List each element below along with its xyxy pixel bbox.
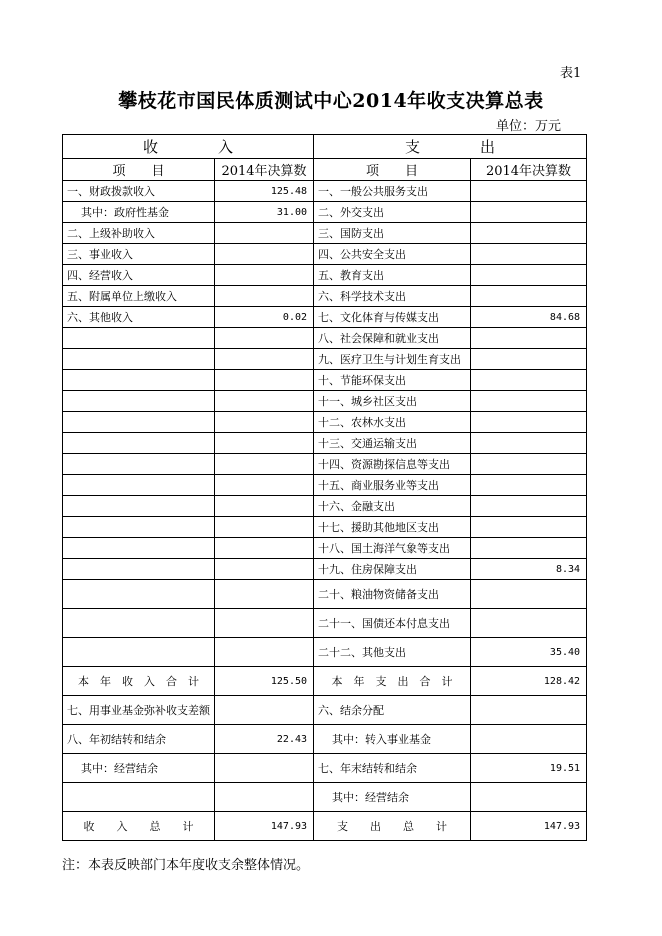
expense-amount-cell [471, 609, 587, 638]
expense-amount-cell [471, 783, 587, 812]
income-amount-cell [215, 609, 314, 638]
page-title: 攀枝花市国民体质测试中心2014年收支决算总表 [118, 90, 544, 112]
table-number: 表1 [560, 66, 582, 81]
income-amount-cell [215, 475, 314, 496]
income-item-cell: 三、事业收入 [63, 244, 215, 265]
income-item-cell: 四、经营收入 [63, 265, 215, 286]
table-row [63, 328, 587, 349]
income-header: 收 入 [63, 135, 314, 159]
footnote: 注：本表反映部门本年度收支余整体情况。 [62, 858, 310, 873]
expense-amount-cell [471, 223, 587, 244]
expense-amount-cell: 35.40 [471, 638, 587, 667]
table-row [63, 433, 587, 454]
income-item-cell: 其中：政府性基金 [63, 202, 215, 223]
expense-item-cell: 十四、资源勘探信息等支出 [314, 454, 471, 475]
expense-amount-cell: 147.93 [471, 812, 587, 841]
expense-item-cell: 三、国防支出 [314, 223, 471, 244]
expense-item-cell: 六、结余分配 [314, 696, 471, 725]
income-item-cell: 八、年初结转和结余 [63, 725, 215, 754]
expense-item-cell: 十一、城乡社区支出 [314, 391, 471, 412]
expense-item-cell: 支 出 总 计 [314, 812, 471, 841]
income-item-cell [63, 328, 215, 349]
expense-amount-cell: 19.51 [471, 754, 587, 783]
expense-item-cell: 六、科学技术支出 [314, 286, 471, 307]
expense-item-cell: 十五、商业服务业等支出 [314, 475, 471, 496]
expense-item-cell: 二十二、其他支出 [314, 638, 471, 667]
header-row [63, 135, 587, 159]
income-amount-cell [215, 244, 314, 265]
table-row [63, 391, 587, 412]
income-item-cell [63, 412, 215, 433]
expense-item-cell: 二、外交支出 [314, 202, 471, 223]
expense-amount-cell: 8.34 [471, 559, 587, 580]
expense-item-cell: 八、社会保障和就业支出 [314, 328, 471, 349]
income-amount-cell [215, 286, 314, 307]
table-row [63, 349, 587, 370]
expense-item-cell: 十、节能环保支出 [314, 370, 471, 391]
income-amount-cell: 125.48 [215, 181, 314, 202]
table-row [63, 580, 587, 609]
income-item-cell [63, 370, 215, 391]
income-item-cell [63, 559, 215, 580]
expense-item-cell: 九、医疗卫生与计划生育支出 [314, 349, 471, 370]
income-amount-cell [215, 412, 314, 433]
income-item-cell: 二、上级补助收入 [63, 223, 215, 244]
table-row [63, 667, 587, 696]
expense-amount-cell [471, 265, 587, 286]
income-item-cell: 五、附属单位上缴收入 [63, 286, 215, 307]
table-row [63, 725, 587, 754]
table-row [63, 265, 587, 286]
income-amount-cell [215, 454, 314, 475]
income-item-cell: 一、财政拨款收入 [63, 181, 215, 202]
expense-item-cell: 二十一、国债还本付息支出 [314, 609, 471, 638]
subheader-row [63, 159, 587, 181]
income-amount-header: 2014年决算数 [215, 159, 314, 181]
income-item-cell [63, 349, 215, 370]
expense-amount-cell [471, 696, 587, 725]
expense-amount-cell [471, 433, 587, 454]
table-row [63, 475, 587, 496]
table-row [63, 696, 587, 725]
table-row [63, 223, 587, 244]
expense-item-cell: 十八、国土海洋气象等支出 [314, 538, 471, 559]
income-item-cell [63, 538, 215, 559]
income-amount-cell [215, 517, 314, 538]
table-row [63, 812, 587, 841]
table-row [63, 454, 587, 475]
expense-amount-cell [471, 244, 587, 265]
income-amount-cell [215, 580, 314, 609]
income-amount-cell [215, 783, 314, 812]
expense-amount-cell [471, 202, 587, 223]
income-amount-cell [215, 265, 314, 286]
income-amount-cell: 22.43 [215, 725, 314, 754]
income-amount-cell [215, 696, 314, 725]
expense-item-cell: 其中：经营结余 [314, 783, 471, 812]
income-item-cell [63, 496, 215, 517]
income-item-cell: 六、其他收入 [63, 307, 215, 328]
expense-item-cell: 四、公共安全支出 [314, 244, 471, 265]
expense-amount-cell [471, 349, 587, 370]
table-row [63, 754, 587, 783]
table-row [63, 307, 587, 328]
expense-amount-cell [471, 286, 587, 307]
table-row [63, 559, 587, 580]
expense-amount-cell [471, 725, 587, 754]
income-amount-cell: 147.93 [215, 812, 314, 841]
table-row [63, 609, 587, 638]
expense-amount-cell [471, 328, 587, 349]
expense-item-cell: 十七、援助其他地区支出 [314, 517, 471, 538]
income-amount-cell [215, 538, 314, 559]
table-row [63, 370, 587, 391]
expense-item-cell: 其中：转入事业基金 [314, 725, 471, 754]
table-row [63, 538, 587, 559]
income-amount-cell [215, 370, 314, 391]
expense-item-cell: 十二、农林水支出 [314, 412, 471, 433]
income-item-cell: 其中：经营结余 [63, 754, 215, 783]
table-row [63, 412, 587, 433]
income-amount-cell [215, 391, 314, 412]
table-row [63, 783, 587, 812]
income-amount-cell: 125.50 [215, 667, 314, 696]
income-item-cell [63, 638, 215, 667]
table-row [63, 286, 587, 307]
expense-amount-cell [471, 370, 587, 391]
expense-item-cell: 十三、交通运输支出 [314, 433, 471, 454]
income-item-cell [63, 391, 215, 412]
expense-amount-cell: 84.68 [471, 307, 587, 328]
income-amount-cell [215, 433, 314, 454]
expense-amount-cell [471, 517, 587, 538]
expense-item-cell: 五、教育支出 [314, 265, 471, 286]
unit-label: 单位：万元 [496, 119, 562, 134]
income-amount-cell [215, 559, 314, 580]
income-item-cell [63, 517, 215, 538]
income-item-cell [63, 580, 215, 609]
income-amount-cell: 31.00 [215, 202, 314, 223]
income-amount-cell [215, 496, 314, 517]
income-item-cell [63, 609, 215, 638]
expense-header: 支 出 [314, 135, 587, 159]
expense-amount-cell [471, 496, 587, 517]
expense-item-cell: 七、文化体育与传媒支出 [314, 307, 471, 328]
table-row [63, 244, 587, 265]
expense-item-cell: 十九、住房保障支出 [314, 559, 471, 580]
expense-item-cell: 本 年 支 出 合 计 [314, 667, 471, 696]
table-row [63, 181, 587, 202]
expense-amount-cell: 128.42 [471, 667, 587, 696]
expense-amount-header: 2014年决算数 [471, 159, 587, 181]
income-item-cell: 本 年 收 入 合 计 [63, 667, 215, 696]
expense-amount-cell [471, 391, 587, 412]
expense-amount-cell [471, 538, 587, 559]
income-amount-cell [215, 754, 314, 783]
expense-amount-cell [471, 454, 587, 475]
income-item-cell [63, 475, 215, 496]
expense-amount-cell [471, 181, 587, 202]
income-amount-cell [215, 328, 314, 349]
table-row [63, 517, 587, 538]
table-row [63, 496, 587, 517]
table-row [63, 638, 587, 667]
expense-item-cell: 十六、金融支出 [314, 496, 471, 517]
expense-item-cell: 二十、粮油物资储备支出 [314, 580, 471, 609]
income-amount-cell: 0.02 [215, 307, 314, 328]
expense-amount-cell [471, 580, 587, 609]
income-item-header: 项 目 [63, 159, 215, 181]
budget-table [62, 134, 587, 841]
income-amount-cell [215, 349, 314, 370]
income-amount-cell [215, 638, 314, 667]
income-item-cell: 收 入 总 计 [63, 812, 215, 841]
expense-item-header: 项 目 [314, 159, 471, 181]
table-row [63, 202, 587, 223]
expense-item-cell: 一、一般公共服务支出 [314, 181, 471, 202]
income-item-cell [63, 454, 215, 475]
expense-item-cell: 七、年末结转和结余 [314, 754, 471, 783]
income-item-cell: 七、用事业基金弥补收支差额 [63, 696, 215, 725]
income-item-cell [63, 783, 215, 812]
expense-amount-cell [471, 412, 587, 433]
income-item-cell [63, 433, 215, 454]
expense-amount-cell [471, 475, 587, 496]
income-amount-cell [215, 223, 314, 244]
